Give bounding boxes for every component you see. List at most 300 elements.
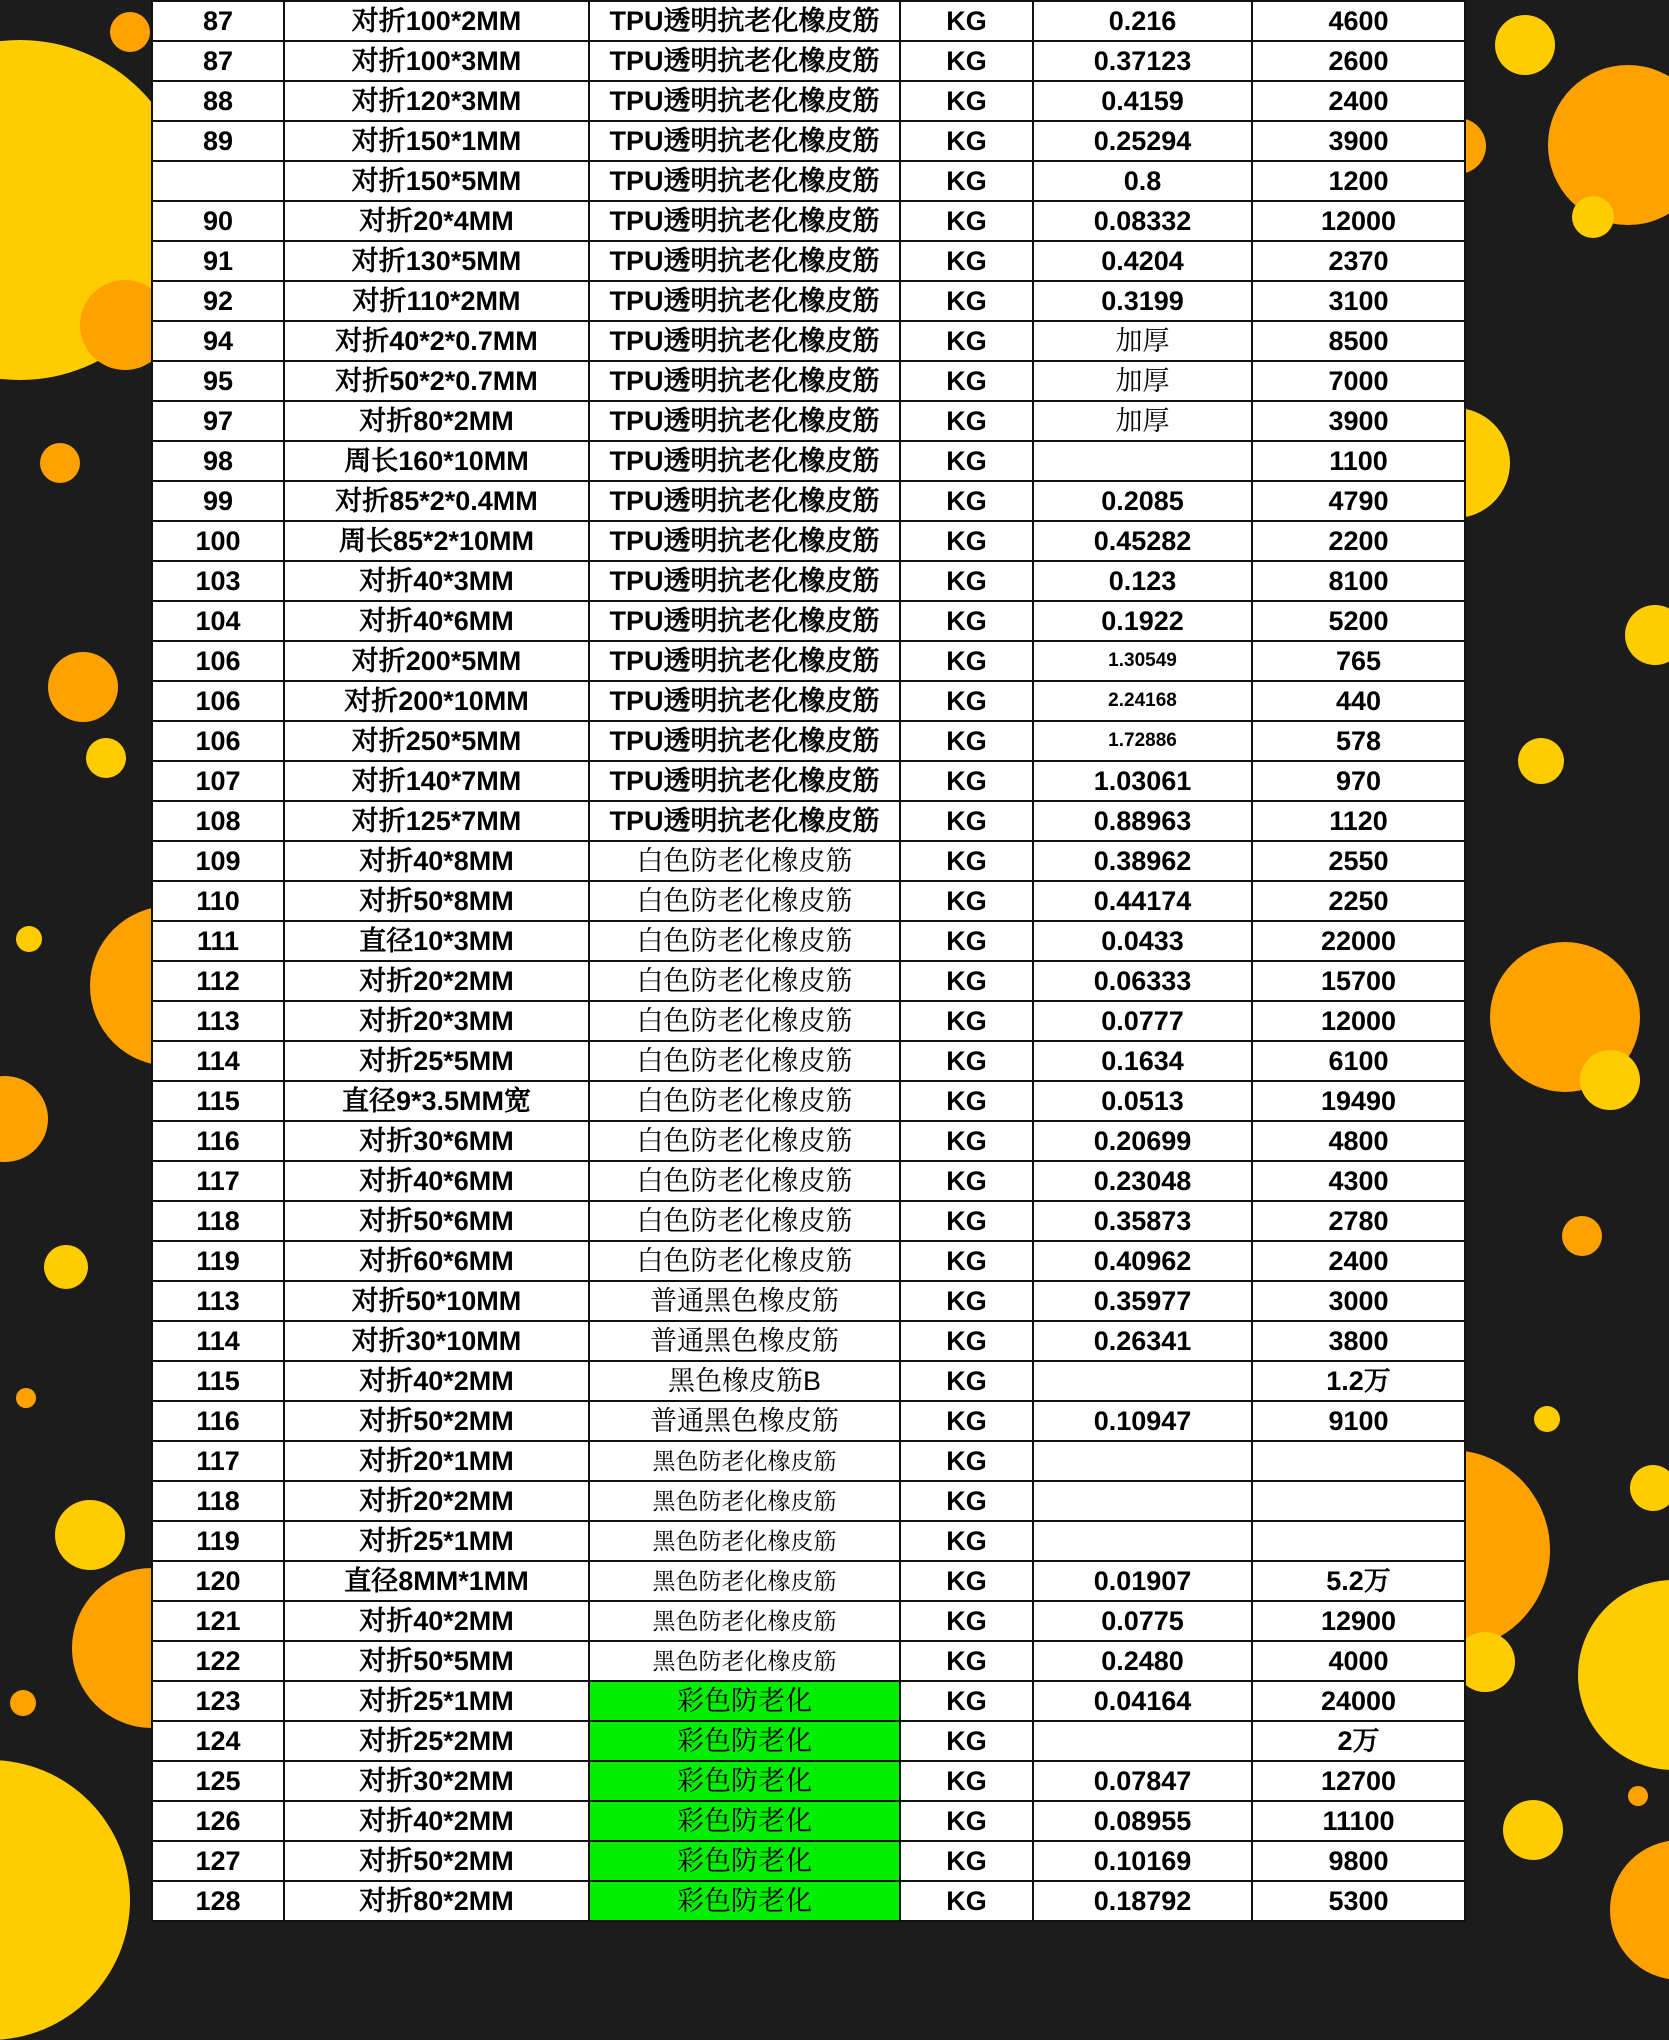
quantity-cell: 5.2万 <box>1252 1561 1465 1601</box>
spec-cell: 周长85*2*10MM <box>284 521 589 561</box>
material-cell: 普通黑色橡皮筋 <box>589 1401 900 1441</box>
unit-cell: KG <box>900 1321 1033 1361</box>
material-cell: 黑色防老化橡皮筋 <box>589 1601 900 1641</box>
weight-cell: 0.35977 <box>1033 1281 1252 1321</box>
item-number-cell: 103 <box>152 561 284 601</box>
spec-cell: 对折40*2*0.7MM <box>284 321 589 361</box>
quantity-cell: 11100 <box>1252 1801 1465 1841</box>
table-row <box>152 1761 1465 1801</box>
material-cell: 白色防老化橡皮筋 <box>589 1161 900 1201</box>
material-cell: TPU透明抗老化橡皮筋 <box>589 1 900 41</box>
weight-cell: 2.24168 <box>1033 681 1252 721</box>
weight-cell <box>1033 1441 1252 1481</box>
table-row <box>152 1801 1465 1841</box>
weight-cell <box>1033 1721 1252 1761</box>
quantity-cell: 4800 <box>1252 1121 1465 1161</box>
item-number-cell: 114 <box>152 1321 284 1361</box>
unit-cell: KG <box>900 1601 1033 1641</box>
unit-cell: KG <box>900 1401 1033 1441</box>
item-number-cell: 116 <box>152 1121 284 1161</box>
item-number-cell: 118 <box>152 1201 284 1241</box>
spec-cell: 对折20*2MM <box>284 961 589 1001</box>
item-number-cell: 118 <box>152 1481 284 1521</box>
material-cell: 白色防老化橡皮筋 <box>589 1201 900 1241</box>
unit-cell: KG <box>900 361 1033 401</box>
table-row <box>152 1161 1465 1201</box>
quantity-cell: 3900 <box>1252 121 1465 161</box>
unit-cell: KG <box>900 121 1033 161</box>
item-number-cell: 121 <box>152 1601 284 1641</box>
unit-cell: KG <box>900 281 1033 321</box>
unit-cell: KG <box>900 1281 1033 1321</box>
item-number-cell: 122 <box>152 1641 284 1681</box>
weight-cell: 0.37123 <box>1033 41 1252 81</box>
unit-cell: KG <box>900 641 1033 681</box>
unit-cell: KG <box>900 41 1033 81</box>
quantity-cell: 3800 <box>1252 1321 1465 1361</box>
material-cell: TPU透明抗老化橡皮筋 <box>589 321 900 361</box>
spec-cell: 对折20*4MM <box>284 201 589 241</box>
material-cell: 白色防老化橡皮筋 <box>589 961 900 1001</box>
background-dot <box>48 652 118 722</box>
weight-cell: 1.72886 <box>1033 721 1252 761</box>
item-number-cell: 94 <box>152 321 284 361</box>
weight-cell: 0.07847 <box>1033 1761 1252 1801</box>
table-row <box>152 681 1465 721</box>
material-cell: 白色防老化橡皮筋 <box>589 881 900 921</box>
material-cell: 普通黑色橡皮筋 <box>589 1321 900 1361</box>
table-row <box>152 481 1465 521</box>
material-cell: 彩色防老化 <box>589 1681 900 1721</box>
material-cell: TPU透明抗老化橡皮筋 <box>589 281 900 321</box>
table-row <box>152 1361 1465 1401</box>
spec-cell: 对折40*2MM <box>284 1361 589 1401</box>
weight-cell: 0.10947 <box>1033 1401 1252 1441</box>
quantity-cell: 4600 <box>1252 1 1465 41</box>
material-cell: TPU透明抗老化橡皮筋 <box>589 681 900 721</box>
item-number-cell: 125 <box>152 1761 284 1801</box>
item-number-cell: 126 <box>152 1801 284 1841</box>
item-number-cell: 106 <box>152 681 284 721</box>
unit-cell: KG <box>900 1841 1033 1881</box>
spec-cell: 对折60*6MM <box>284 1241 589 1281</box>
material-cell: 彩色防老化 <box>589 1881 900 1921</box>
quantity-cell: 5200 <box>1252 601 1465 641</box>
spec-cell: 对折85*2*0.4MM <box>284 481 589 521</box>
item-number-cell: 113 <box>152 1001 284 1041</box>
material-cell: TPU透明抗老化橡皮筋 <box>589 441 900 481</box>
material-cell: TPU透明抗老化橡皮筋 <box>589 41 900 81</box>
item-number-cell: 120 <box>152 1561 284 1601</box>
quantity-cell: 19490 <box>1252 1081 1465 1121</box>
unit-cell: KG <box>900 1001 1033 1041</box>
weight-cell: 0.0777 <box>1033 1001 1252 1041</box>
table-row <box>152 1041 1465 1081</box>
table-row <box>152 1441 1465 1481</box>
unit-cell: KG <box>900 921 1033 961</box>
item-number-cell: 115 <box>152 1081 284 1121</box>
quantity-cell: 22000 <box>1252 921 1465 961</box>
spec-cell: 对折40*2MM <box>284 1601 589 1641</box>
table-row <box>152 161 1465 201</box>
weight-cell <box>1033 441 1252 481</box>
weight-cell: 0.35873 <box>1033 1201 1252 1241</box>
background-dot <box>110 12 150 52</box>
background-dot <box>10 1690 36 1716</box>
unit-cell: KG <box>900 801 1033 841</box>
unit-cell: KG <box>900 881 1033 921</box>
spec-cell: 对折25*1MM <box>284 1521 589 1561</box>
spec-cell: 对折40*3MM <box>284 561 589 601</box>
spec-cell: 对折40*6MM <box>284 1161 589 1201</box>
material-cell: 彩色防老化 <box>589 1721 900 1761</box>
quantity-cell: 12000 <box>1252 1001 1465 1041</box>
spec-cell: 对折50*6MM <box>284 1201 589 1241</box>
spec-cell: 对折125*7MM <box>284 801 589 841</box>
background-dot <box>44 1245 88 1289</box>
unit-cell: KG <box>900 1681 1033 1721</box>
table-row <box>152 961 1465 1001</box>
spec-cell: 直径8MM*1MM <box>284 1561 589 1601</box>
material-cell: TPU透明抗老化橡皮筋 <box>589 801 900 841</box>
spec-cell: 对折50*2MM <box>284 1401 589 1441</box>
weight-cell: 加厚 <box>1033 321 1252 361</box>
spec-cell: 对折100*2MM <box>284 1 589 41</box>
weight-cell: 0.04164 <box>1033 1681 1252 1721</box>
material-cell: 黑色防老化橡皮筋 <box>589 1561 900 1601</box>
quantity-cell: 3100 <box>1252 281 1465 321</box>
unit-cell: KG <box>900 1041 1033 1081</box>
table-row <box>152 521 1465 561</box>
quantity-cell: 578 <box>1252 721 1465 761</box>
material-cell: 彩色防老化 <box>589 1761 900 1801</box>
item-number-cell: 89 <box>152 121 284 161</box>
material-cell: 黑色防老化橡皮筋 <box>589 1481 900 1521</box>
weight-cell: 0.26341 <box>1033 1321 1252 1361</box>
quantity-cell: 1200 <box>1252 161 1465 201</box>
table-row <box>152 81 1465 121</box>
quantity-cell: 6100 <box>1252 1041 1465 1081</box>
weight-cell: 0.08955 <box>1033 1801 1252 1841</box>
item-number-cell: 95 <box>152 361 284 401</box>
material-cell: TPU透明抗老化橡皮筋 <box>589 761 900 801</box>
table-row <box>152 921 1465 961</box>
table-row <box>152 1281 1465 1321</box>
item-number-cell: 87 <box>152 41 284 81</box>
table-row <box>152 241 1465 281</box>
unit-cell: KG <box>900 961 1033 1001</box>
spec-cell: 对折20*3MM <box>284 1001 589 1041</box>
spec-cell: 直径10*3MM <box>284 921 589 961</box>
quantity-cell: 765 <box>1252 641 1465 681</box>
unit-cell: KG <box>900 561 1033 601</box>
unit-cell: KG <box>900 1881 1033 1921</box>
table-row <box>152 281 1465 321</box>
weight-cell: 0.18792 <box>1033 1881 1252 1921</box>
weight-cell <box>1033 1481 1252 1521</box>
unit-cell: KG <box>900 761 1033 801</box>
table-row <box>152 1321 1465 1361</box>
item-number-cell <box>152 161 284 201</box>
background-dot <box>16 926 42 952</box>
unit-cell: KG <box>900 681 1033 721</box>
unit-cell: KG <box>900 481 1033 521</box>
item-number-cell: 88 <box>152 81 284 121</box>
unit-cell: KG <box>900 161 1033 201</box>
unit-cell: KG <box>900 721 1033 761</box>
price-table-body <box>152 1 1465 1921</box>
table-row <box>152 401 1465 441</box>
quantity-cell: 4790 <box>1252 481 1465 521</box>
quantity-cell: 3000 <box>1252 1281 1465 1321</box>
quantity-cell: 1.2万 <box>1252 1361 1465 1401</box>
table-row <box>152 721 1465 761</box>
item-number-cell: 107 <box>152 761 284 801</box>
background-dot <box>1548 65 1669 225</box>
quantity-cell: 2550 <box>1252 841 1465 881</box>
weight-cell: 0.01907 <box>1033 1561 1252 1601</box>
quantity-cell: 4300 <box>1252 1161 1465 1201</box>
weight-cell: 0.08332 <box>1033 201 1252 241</box>
table-row <box>152 321 1465 361</box>
quantity-cell: 12700 <box>1252 1761 1465 1801</box>
spec-cell: 对折25*2MM <box>284 1721 589 1761</box>
table-row <box>152 1481 1465 1521</box>
spec-cell: 对折150*1MM <box>284 121 589 161</box>
unit-cell: KG <box>900 1441 1033 1481</box>
spec-cell: 对折120*3MM <box>284 81 589 121</box>
material-cell: TPU透明抗老化橡皮筋 <box>589 641 900 681</box>
background-dot <box>1625 605 1669 665</box>
quantity-cell: 970 <box>1252 761 1465 801</box>
material-cell: 黑色橡皮筋B <box>589 1361 900 1401</box>
background-dot <box>1503 1800 1563 1860</box>
item-number-cell: 97 <box>152 401 284 441</box>
table-row <box>152 641 1465 681</box>
material-cell: TPU透明抗老化橡皮筋 <box>589 161 900 201</box>
unit-cell: KG <box>900 1 1033 41</box>
weight-cell: 加厚 <box>1033 361 1252 401</box>
item-number-cell: 91 <box>152 241 284 281</box>
material-cell: TPU透明抗老化橡皮筋 <box>589 481 900 521</box>
item-number-cell: 92 <box>152 281 284 321</box>
weight-cell: 0.45282 <box>1033 521 1252 561</box>
spec-cell: 对折130*5MM <box>284 241 589 281</box>
unit-cell: KG <box>900 1161 1033 1201</box>
material-cell: TPU透明抗老化橡皮筋 <box>589 361 900 401</box>
unit-cell: KG <box>900 1361 1033 1401</box>
quantity-cell: 1120 <box>1252 801 1465 841</box>
weight-cell: 0.0513 <box>1033 1081 1252 1121</box>
material-cell: 白色防老化橡皮筋 <box>589 1121 900 1161</box>
table-row <box>152 1601 1465 1641</box>
weight-cell: 0.2480 <box>1033 1641 1252 1681</box>
background-dot <box>1630 1465 1669 1511</box>
weight-cell: 0.123 <box>1033 561 1252 601</box>
spec-cell: 对折100*3MM <box>284 41 589 81</box>
weight-cell: 0.2085 <box>1033 481 1252 521</box>
item-number-cell: 127 <box>152 1841 284 1881</box>
item-number-cell: 87 <box>152 1 284 41</box>
spec-cell: 对折50*5MM <box>284 1641 589 1681</box>
background-dot <box>0 1076 48 1162</box>
table-row <box>152 1 1465 41</box>
weight-cell: 0.4159 <box>1033 81 1252 121</box>
weight-cell: 0.0433 <box>1033 921 1252 961</box>
unit-cell: KG <box>900 81 1033 121</box>
unit-cell: KG <box>900 321 1033 361</box>
item-number-cell: 119 <box>152 1521 284 1561</box>
item-number-cell: 128 <box>152 1881 284 1921</box>
table-row <box>152 601 1465 641</box>
weight-cell: 0.88963 <box>1033 801 1252 841</box>
spec-cell: 对折20*2MM <box>284 1481 589 1521</box>
quantity-cell: 3900 <box>1252 401 1465 441</box>
table-row <box>152 201 1465 241</box>
unit-cell: KG <box>900 1081 1033 1121</box>
item-number-cell: 110 <box>152 881 284 921</box>
quantity-cell: 12900 <box>1252 1601 1465 1641</box>
item-number-cell: 90 <box>152 201 284 241</box>
price-table <box>151 0 1466 1922</box>
quantity-cell: 12000 <box>1252 201 1465 241</box>
material-cell: TPU透明抗老化橡皮筋 <box>589 561 900 601</box>
spec-cell: 对折80*2MM <box>284 1881 589 1921</box>
unit-cell: KG <box>900 441 1033 481</box>
item-number-cell: 109 <box>152 841 284 881</box>
background-dot <box>1578 1580 1669 1770</box>
item-number-cell: 112 <box>152 961 284 1001</box>
spec-cell: 对折200*10MM <box>284 681 589 721</box>
quantity-cell: 9800 <box>1252 1841 1465 1881</box>
unit-cell: KG <box>900 1641 1033 1681</box>
spec-cell: 对折20*1MM <box>284 1441 589 1481</box>
weight-cell: 0.8 <box>1033 161 1252 201</box>
weight-cell: 加厚 <box>1033 401 1252 441</box>
quantity-cell: 8100 <box>1252 561 1465 601</box>
unit-cell: KG <box>900 601 1033 641</box>
quantity-cell: 2370 <box>1252 241 1465 281</box>
material-cell: 黑色防老化橡皮筋 <box>589 1641 900 1681</box>
spec-cell: 对折50*8MM <box>284 881 589 921</box>
background-dot <box>1580 1050 1640 1110</box>
weight-cell: 0.44174 <box>1033 881 1252 921</box>
unit-cell: KG <box>900 1481 1033 1521</box>
background-dot <box>40 443 80 483</box>
spec-cell: 对折50*10MM <box>284 1281 589 1321</box>
material-cell: 白色防老化橡皮筋 <box>589 921 900 961</box>
table-row <box>152 1561 1465 1601</box>
material-cell: TPU透明抗老化橡皮筋 <box>589 201 900 241</box>
table-row <box>152 1201 1465 1241</box>
item-number-cell: 100 <box>152 521 284 561</box>
spec-cell: 对折30*10MM <box>284 1321 589 1361</box>
weight-cell: 1.30549 <box>1033 641 1252 681</box>
item-number-cell: 115 <box>152 1361 284 1401</box>
background-dot <box>1562 1216 1602 1256</box>
unit-cell: KG <box>900 1561 1033 1601</box>
table-row <box>152 1241 1465 1281</box>
table-row <box>152 1081 1465 1121</box>
unit-cell: KG <box>900 1241 1033 1281</box>
spec-cell: 对折140*7MM <box>284 761 589 801</box>
material-cell: TPU透明抗老化橡皮筋 <box>589 601 900 641</box>
quantity-cell: 15700 <box>1252 961 1465 1001</box>
unit-cell: KG <box>900 1761 1033 1801</box>
item-number-cell: 113 <box>152 1281 284 1321</box>
item-number-cell: 106 <box>152 721 284 761</box>
table-row <box>152 121 1465 161</box>
unit-cell: KG <box>900 401 1033 441</box>
table-row <box>152 1001 1465 1041</box>
item-number-cell: 98 <box>152 441 284 481</box>
weight-cell: 0.4204 <box>1033 241 1252 281</box>
unit-cell: KG <box>900 1721 1033 1761</box>
unit-cell: KG <box>900 841 1033 881</box>
weight-cell: 0.38962 <box>1033 841 1252 881</box>
unit-cell: KG <box>900 521 1033 561</box>
spec-cell: 对折200*5MM <box>284 641 589 681</box>
table-row <box>152 1401 1465 1441</box>
table-row <box>152 761 1465 801</box>
background-dot <box>55 1500 125 1570</box>
weight-cell: 0.06333 <box>1033 961 1252 1001</box>
item-number-cell: 111 <box>152 921 284 961</box>
weight-cell: 0.40962 <box>1033 1241 1252 1281</box>
background-dot <box>86 738 126 778</box>
quantity-cell: 24000 <box>1252 1681 1465 1721</box>
weight-cell: 0.1634 <box>1033 1041 1252 1081</box>
quantity-cell <box>1252 1521 1465 1561</box>
weight-cell: 0.23048 <box>1033 1161 1252 1201</box>
spec-cell: 对折25*1MM <box>284 1681 589 1721</box>
weight-cell: 0.216 <box>1033 1 1252 41</box>
weight-cell: 0.10169 <box>1033 1841 1252 1881</box>
item-number-cell: 104 <box>152 601 284 641</box>
quantity-cell: 2400 <box>1252 1241 1465 1281</box>
quantity-cell: 1100 <box>1252 441 1465 481</box>
quantity-cell: 2万 <box>1252 1721 1465 1761</box>
material-cell: TPU透明抗老化橡皮筋 <box>589 401 900 441</box>
quantity-cell: 2600 <box>1252 41 1465 81</box>
quantity-cell: 2780 <box>1252 1201 1465 1241</box>
table-row <box>152 1121 1465 1161</box>
unit-cell: KG <box>900 1801 1033 1841</box>
background-dot <box>1518 738 1564 784</box>
table-row <box>152 1881 1465 1921</box>
table-row <box>152 561 1465 601</box>
table-row <box>152 1681 1465 1721</box>
table-row <box>152 361 1465 401</box>
quantity-cell: 2200 <box>1252 521 1465 561</box>
material-cell: 白色防老化橡皮筋 <box>589 841 900 881</box>
table-row <box>152 1521 1465 1561</box>
material-cell: 彩色防老化 <box>589 1801 900 1841</box>
unit-cell: KG <box>900 201 1033 241</box>
material-cell: 黑色防老化橡皮筋 <box>589 1441 900 1481</box>
spec-cell: 对折40*2MM <box>284 1801 589 1841</box>
weight-cell <box>1033 1361 1252 1401</box>
quantity-cell: 8500 <box>1252 321 1465 361</box>
spec-cell: 对折30*2MM <box>284 1761 589 1801</box>
unit-cell: KG <box>900 241 1033 281</box>
item-number-cell: 119 <box>152 1241 284 1281</box>
table-row <box>152 801 1465 841</box>
unit-cell: KG <box>900 1521 1033 1561</box>
background-dot <box>1534 1406 1560 1432</box>
weight-cell: 0.1922 <box>1033 601 1252 641</box>
unit-cell: KG <box>900 1121 1033 1161</box>
